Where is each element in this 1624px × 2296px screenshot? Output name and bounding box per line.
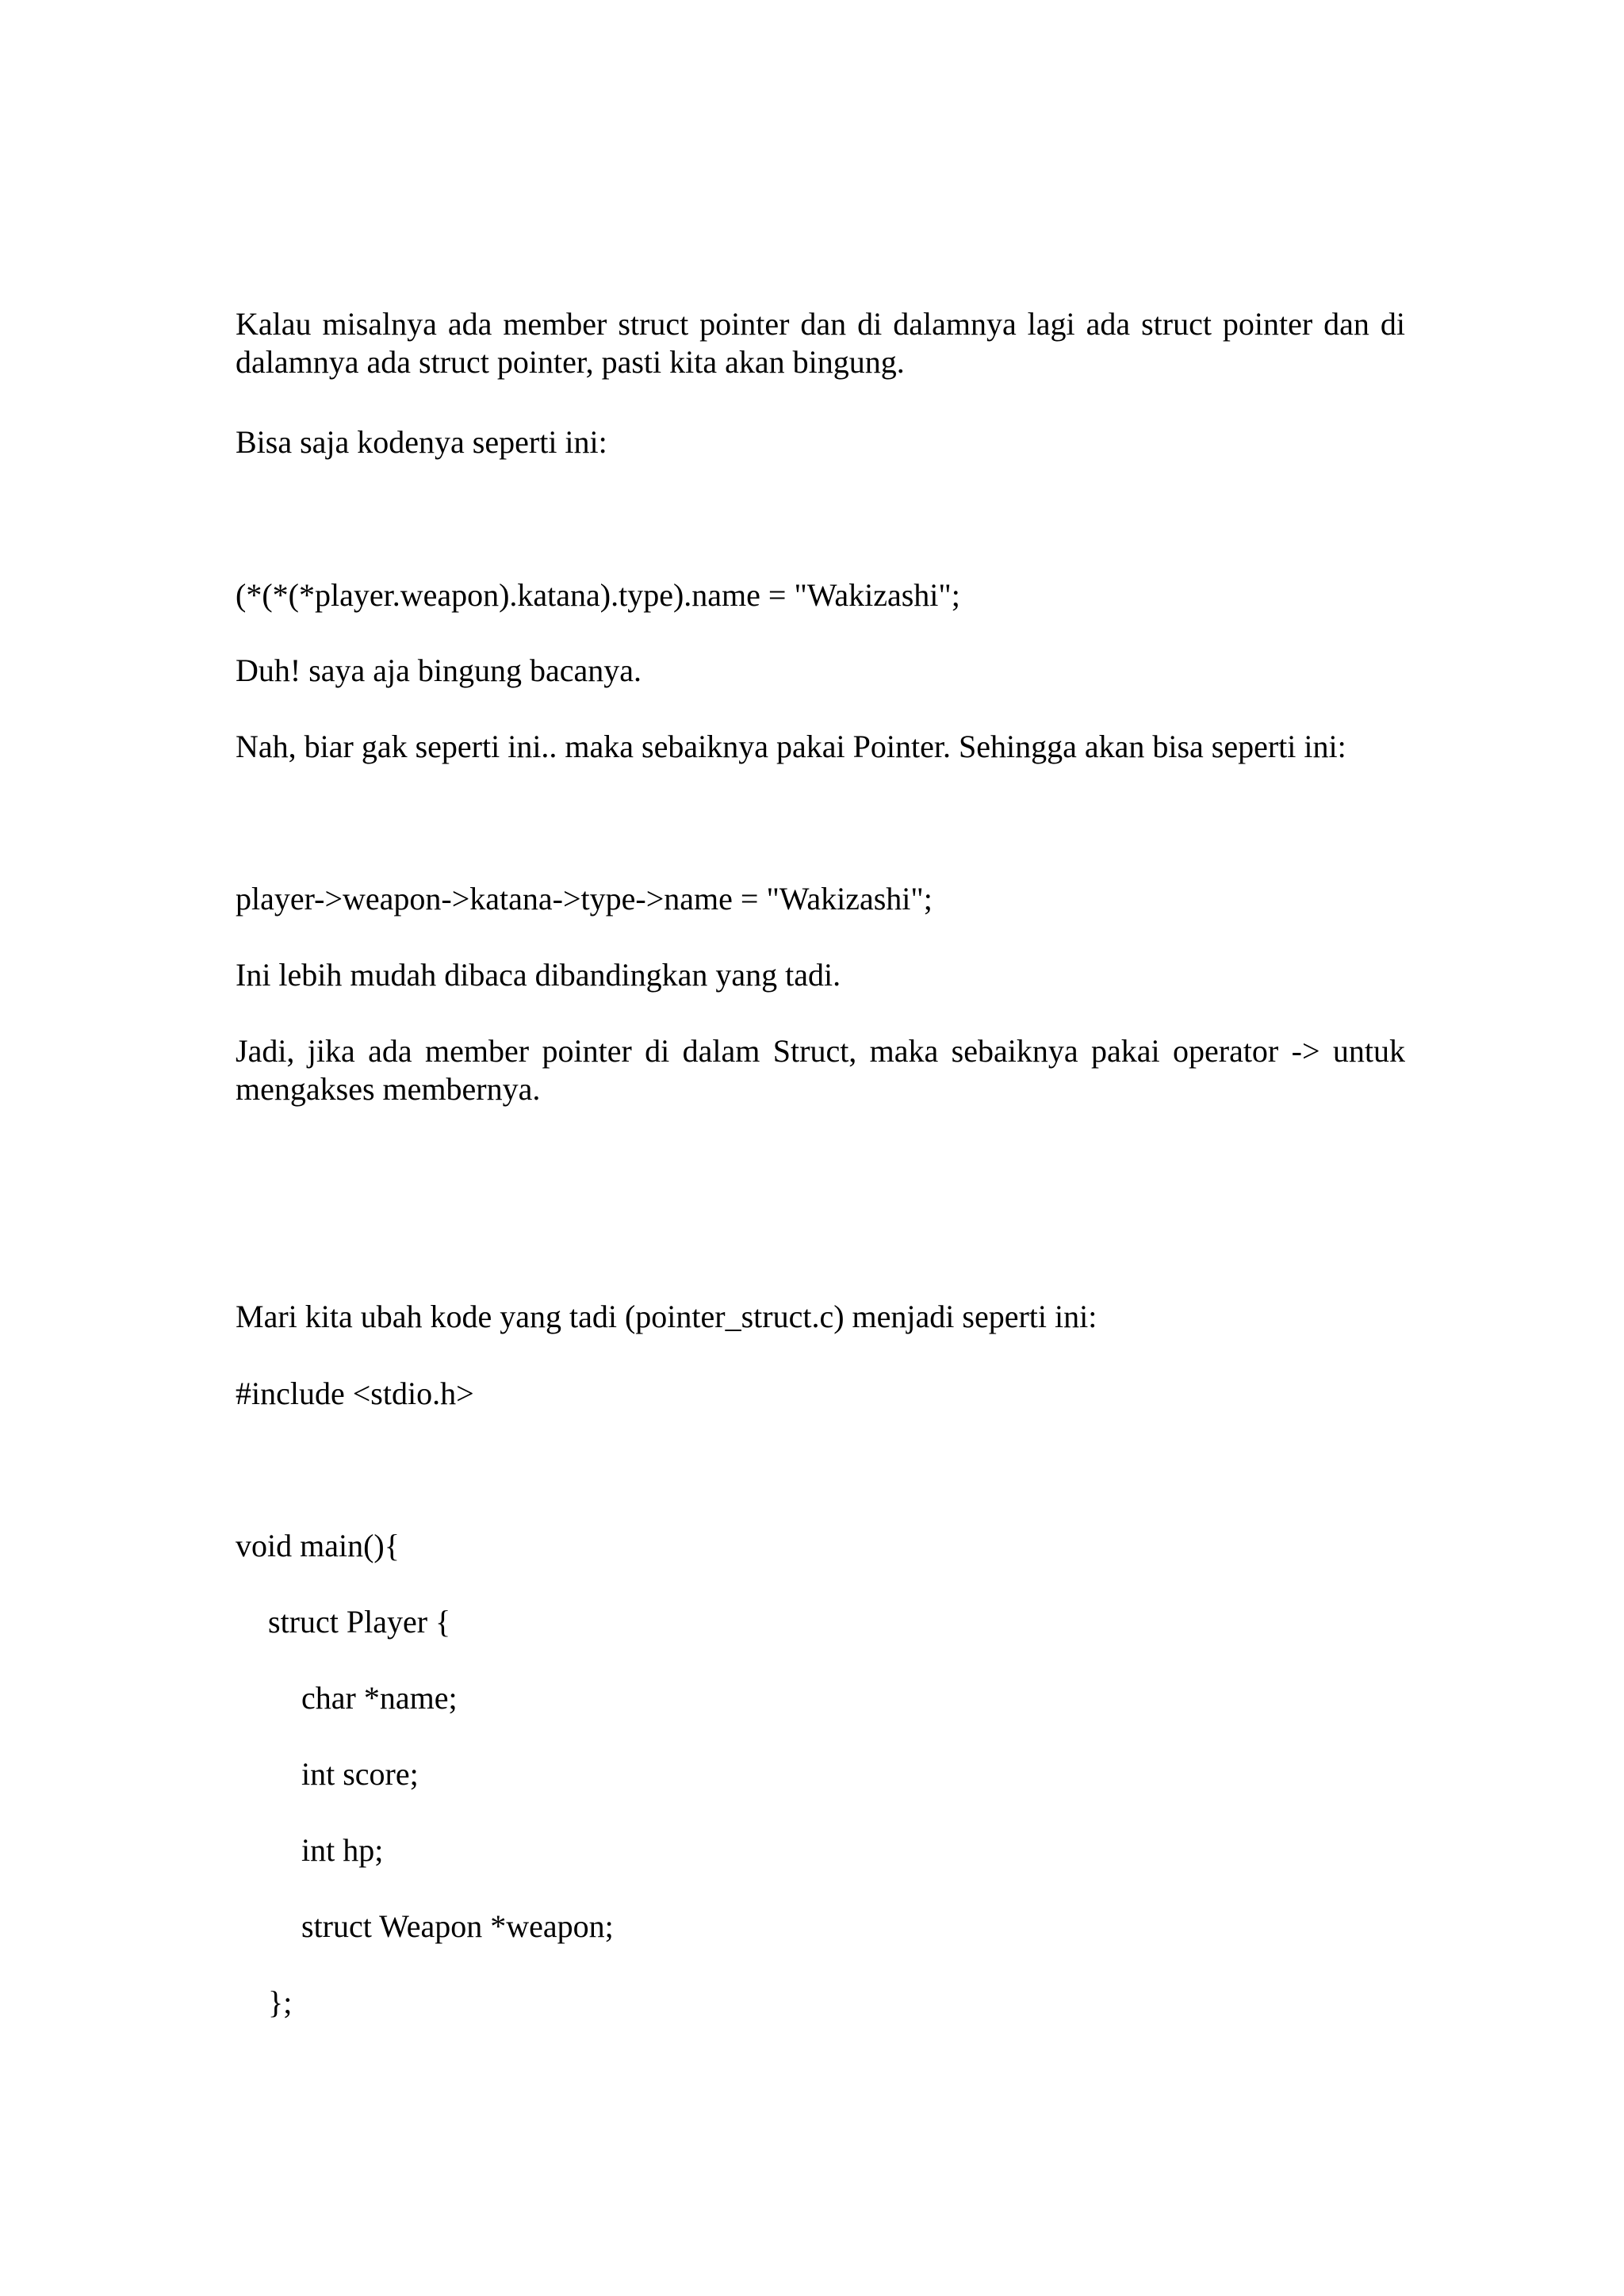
code-line-field-name: char *name; [301, 1680, 458, 1716]
code-line-arrow: player->weapon->katana->type->name = "Wakizashi"; [236, 881, 933, 916]
paragraph-modify: Mari kita ubah kode yang tadi (pointer_struct.c) menjadi seperti ini: [236, 1299, 1097, 1334]
code-line-include: #include <stdio.h> [236, 1376, 474, 1411]
code-line-field-weapon: struct Weapon *weapon; [301, 1908, 614, 1944]
code-line-field-score: int score; [301, 1756, 419, 1792]
code-line-deref: (*(*(*player.weapon).katana).type).name = "Wakizashi"; [236, 577, 960, 613]
paragraph-intro: Kalau misalnya ada member struct pointer dan di dalamnya lagi ada struct pointer dan di dalamnya ada struct pointer, pasti kita akan bingung. [236, 306, 1405, 380]
paragraph-suggestion: Nah, biar gak seperti ini.. maka sebaiknya pakai Pointer. Sehingga akan bisa seperti ini: [236, 729, 1346, 764]
code-line-struct-close: }; [268, 1984, 293, 2020]
code-line-main: void main(){ [236, 1528, 400, 1563]
paragraph-easier: Ini lebih mudah dibaca dibandingkan yang tadi. [236, 957, 841, 993]
paragraph-conclusion: Jadi, jika ada member pointer di dalam Struct, maka sebaiknya pakai operator -> untuk mengakses membernya. [236, 1033, 1405, 1107]
code-line-struct-open: struct Player { [268, 1604, 451, 1640]
paragraph-confused: Duh! saya aja bingung bacanya. [236, 652, 642, 688]
paragraph-code-intro: Bisa saja kodenya seperti ini: [236, 424, 607, 460]
code-line-field-hp: int hp; [301, 1832, 384, 1868]
